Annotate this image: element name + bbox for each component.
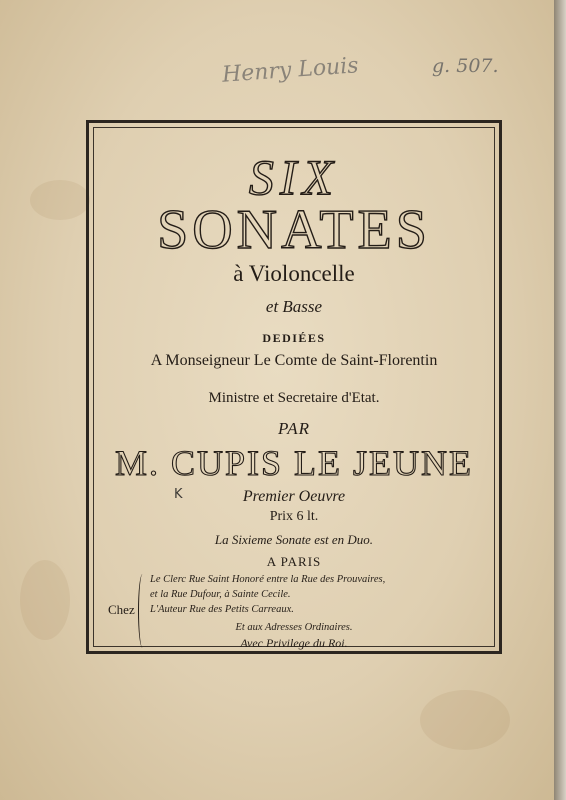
composer-name: M. CUPIS LE JEUNE <box>114 443 474 483</box>
royal-privilege: Avec Privilege du Roi. <box>240 636 348 650</box>
paper-stain <box>30 180 90 220</box>
price-line: Prix 6 lt. <box>269 509 319 524</box>
opus-line: Premier Oeuvre <box>242 488 346 505</box>
dedicatee-office: Ministre et Secretaire d'Etat. <box>208 390 380 406</box>
pencil-name-annotation: Henry Louis <box>221 53 360 88</box>
pencil-mark: K <box>174 487 183 502</box>
page-edge <box>554 0 566 800</box>
par-label: PAR <box>278 419 310 438</box>
duo-note: La Sixieme Sonate est en Duo. <box>214 532 374 547</box>
instrument-basse-line: et Basse <box>265 297 323 316</box>
publication-place: A PARIS <box>266 554 322 569</box>
shop-address-3: L'Auteur Rue des Petits Carreaux. <box>150 604 294 615</box>
pencil-shelfmark: g. 507. <box>432 55 499 77</box>
shop-address-1: Le Clerc Rue Saint Honoré entre la Rue des Prouvaires, <box>150 574 386 585</box>
title-frame <box>86 120 502 654</box>
shop-address-others: Et aux Adresses Ordinaires. <box>235 622 353 633</box>
instrument-line: à Violoncelle <box>233 261 355 286</box>
title-six: SIX <box>248 149 340 205</box>
dedicatee-line: A Monseigneur Le Comte de Saint-Florentin <box>150 352 438 369</box>
paper-stain <box>420 690 510 750</box>
title-sonates: SONATES <box>157 199 431 261</box>
chez-label: Chez <box>108 602 135 617</box>
paper-stain <box>20 560 70 640</box>
dedication-label: DEDIÉES <box>262 331 326 345</box>
title-frame-inner <box>93 127 495 650</box>
shop-address-2: et la Rue Dufour, à Sainte Cecile. <box>150 589 291 600</box>
